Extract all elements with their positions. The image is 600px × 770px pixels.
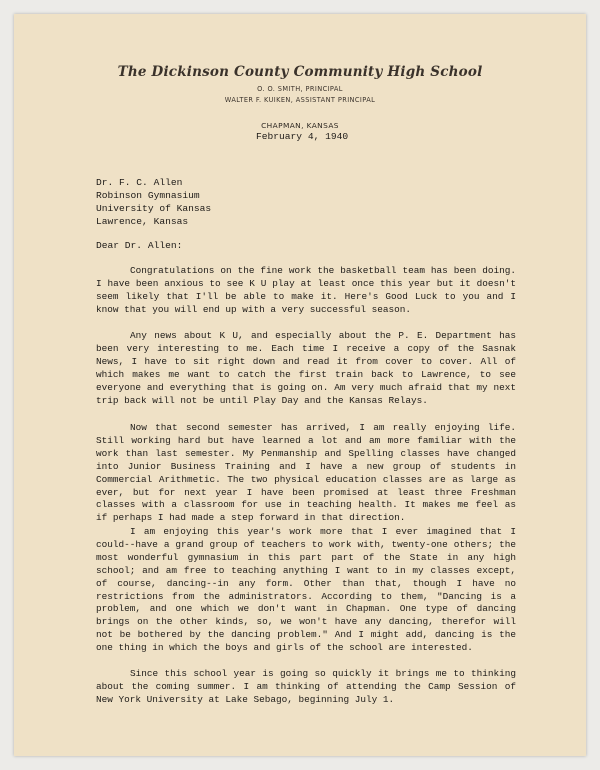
paragraph-3: Now that second semester has arrived, I am really enjoying life. Still working hard but have learned a lot and am more familiar with the work than last semester. My Penmanship and Spelling classes have changed into Junior Business Training and I have a new group of students in Commercial Arithmetic. The two physical education classes are as large as ever, but for next year I have been promised at least three Freshman classes with a classroom for use in teaching health. It makes me feel as if perhaps I had made a step forward in that direction. [96,422,516,524]
paragraph-2: Any news about K U, and especially about the P. E. Department has been very interesting to me. Each time I receive a copy of the Sasnak News, I have to sit right down and read it from cover to cover. All of which makes me want to catch the first train back to Lawrence, to see everyone and everything that is going on. Am very much afraid that my next trip back will not be until Play Day and the Kansas Relays. [96,330,516,406]
school-letterhead-title: The Dickinson County Community High School [117,64,483,80]
recipient-city: Lawrence, Kansas [96,216,189,227]
paragraph-4: I am enjoying this year's work more that I ever imagined that I could--have a grand group of teachers to work with, twenty-one others; the most wonderful gymnasium in this part part of the State in any high school; and am free to teaching anything I want to in my classes except, of course, dancing--in any form. Other than that, though I have no restrictions from the administrators. According to them, "Dancing is a problem, and one which we don't want in Chapman. One type of dancing brings on the other kinds, so, we won't have any dancing, therefor will not be bothered by the dancing problem." And I might add, dancing is the one thing in which the boys and girls of the school are interested. [96,526,516,654]
recipient-institution: University of Kansas [96,203,212,214]
recipient-name: Dr. F. C. Allen [96,177,183,188]
paragraph-1: Congratulations on the fine work the basketball team has been doing. I have been anxious to see K U play at least once this year but it doesn't seem likely that I'll be able to make it. Here's Good Luck to you and I know that you will end up with a very successful season. [96,265,516,315]
location-line: CHAPMAN, KANSAS [261,121,339,130]
principal-line: O. O. SMITH, PRINCIPAL [257,85,343,93]
recipient-building: Robinson Gymnasium [96,190,200,201]
salutation: Dear Dr. Allen: [96,240,183,251]
letter-date: February 4, 1940 [256,131,349,142]
paragraph-5: Since this school year is going so quickly it brings me to thinking about the coming summer. I am thinking of attending the Camp Session of New York University at Lake Sebago, beginning July 1. [96,668,516,705]
assistant-principal-line: WALTER F. KUIKEN, ASSISTANT PRINCIPAL [224,96,376,104]
letter-page [14,14,586,756]
